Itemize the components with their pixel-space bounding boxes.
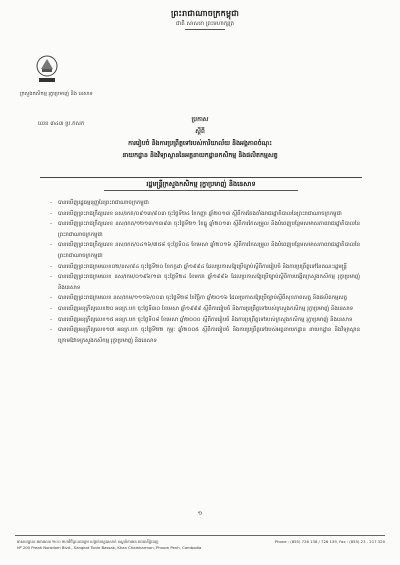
ministry-seal-icon <box>33 54 61 84</box>
title-divider <box>40 177 362 178</box>
reference-item: - បានឃើញព្រះរាជក្រមលេខ០២/នស/៩៤ ចុះថ្ងៃទី២០ ខែកក្កដា ឆ្នាំ១៩៩៤ ដែលប្រកាសឱ្យប្រើច្បាប់ស្តីពីការរៀបចំ និងការប្រព្រឹត្តទៅនៃគណៈរដ្ឋមន្ត្រី <box>50 262 360 273</box>
kingdom-heading: ព្រះរាជាណាចក្រកម្ពុជា <box>170 9 240 18</box>
ministry-name: ក្រសួងកសិកម្ម រុក្ខាប្រមាញ់ និង នេសាទ <box>20 91 93 97</box>
reference-item: - បានឃើញអនុក្រឹត្យលេខ១៥ អនក្រ.បក ចុះថ្ងៃទី០៨ ខែមេសា ឆ្នាំ២០០០ ស្តីពីការរៀបចំ និងការប្រព្រឹត្តទៅរបស់ក្រសួងកសិកម្ម រុក្ខាប្រមាញ់ និងនេសាទ <box>50 315 360 326</box>
document-subject-label: ស្តីពី <box>195 128 205 135</box>
document-title <box>40 138 360 162</box>
document-type: ប្រកាស <box>191 116 209 123</box>
national-motto: ជាតិ សាសនា ព្រះមហាក្សត្រ <box>176 21 234 27</box>
page-number: ១ <box>197 510 203 517</box>
reference-item: - បានឃើញព្រះរាជក្រឹត្យលេខ នស/រកត/១២១៣/១៣៩៣ ចុះថ្ងៃទី២១ ខែធ្នូ ឆ្នាំ២០១៣ ស្តីពីការកែសម្រួល និងបំពេញបន្ថែមសមាសភាពរាជរដ្ឋាភិបាលនៃព្រះរាជាណាចក្រកម្ពុជា <box>50 219 360 240</box>
footer-contact: Phone : (855) 726 138 / 726 139, Fax : (855) 23 - 217 320 <box>274 539 385 544</box>
issuer-divider <box>104 190 298 191</box>
reference-item: - បានឃើញអនុក្រឹត្យលេខ២០ អនក្រ.បក ចុះថ្ងៃទី៣០ ខែមេសា ឆ្នាំ១៩៩៩ ស្តីពីការរៀបចំ និងការប្រព្រឹត្តទៅរបស់ក្រសួងកសិកម្ម រុក្ខាប្រមាញ់ និងនេសាទ <box>50 304 360 315</box>
footer-address-khmer: អាសយដ្ឋាន៖ អគារលេខ ២០០ មហាវិថីព្រះនរោត្តម សង្កាត់ទន្លេបាសាក់ ខណ្ឌចំការមន រាជធានីភ្នំពេញ <box>17 539 159 544</box>
reference-item: - បានឃើញព្រះរាជក្រមលេខ នស/រកម/១១១៦/០០៣ ចុះថ្ងៃទី២៨ ខែវិច្ឆិកា ឆ្នាំ២០១៦ ដែលប្រកាសឱ្យប្រើច្បាប់ស្តីពីសុខភាពសត្វ និងផលិតកម្មសត្វ <box>50 293 360 304</box>
reference-number: លេខ ៣៤៣ ប្រ.កសក <box>38 121 85 127</box>
reference-item: - បានឃើញព្រះរាជក្រឹត្យលេខ នស/រកត/០៤១៦/៧៥៨ ចុះថ្ងៃទី០៤ ខែមេសា ឆ្នាំ២០១៦ ស្តីពីការកែសម្រួល និងបំពេញបន្ថែមសមាសភាពរាជរដ្ឋាភិបាលនៃព្រះរាជាណាចក្រកម្ពុជា <box>50 240 360 261</box>
title-line: នាយកដ្ឋាន និងវិទ្យាស្ថាននៃអគ្គនាយកដ្ឋានកសិកម្ម និងផលិតកម្មសត្វ <box>122 152 278 159</box>
motto-divider <box>185 29 225 31</box>
reference-item: - បានឃើញអនុក្រឹត្យលេខ១៧ អនក្រ.បក ចុះថ្ងៃទី២២ កុម្ភៈ ឆ្នាំ២០០៥ ស្តីពីការរៀបចំ និងការប្រព្រឹត្តទៅរបស់អគ្គនាយកដ្ឋាន នាយកដ្ឋាន និងវិទ្យាស្ថានក្រោមឱវាទក្រសួងកសិកម្ម រុក្ខាប្រមាញ់ និងនេសាទ <box>50 325 360 346</box>
reference-item: - បានឃើញព្រះរាជក្រមលេខ នស/រកម/០១៩៦/១៣ ចុះថ្ងៃទី២៤ ខែមករា ឆ្នាំ១៩៩៦ ដែលប្រកាសឱ្យប្រើច្បាប់ស្តីពីការបង្កើតក្រសួងកសិកម្ម រុក្ខាប្រមាញ់ និងនេសាទ <box>50 272 360 293</box>
footer-divider <box>15 535 385 536</box>
footer-address-english: Nº 200 Preah Norodom Blvd., Sangkat Tonle Bassak, Khan Chamkarmon, Phnom Penh, Cambodia <box>17 545 202 550</box>
reference-item: - បានឃើញរដ្ឋធម្មនុញ្ញនៃព្រះរាជាណាចក្រកម្ពុជា <box>50 198 360 209</box>
legal-references-list <box>50 198 360 346</box>
title-line: ការរៀបចំ និងការប្រព្រឹត្តទៅរបស់ការិយាល័យ និងអង្គភាពចំណុះ <box>128 140 272 147</box>
reference-item: - បានឃើញព្រះរាជក្រឹត្យលេខ នស/រកត/០៩១៣/៩០៣ ចុះថ្ងៃទី២៤ ខែកញ្ញា ឆ្នាំ២០១៣ ស្តីពីការតែងតាំងរាជរដ្ឋាភិបាលនៃព្រះរាជាណាចក្រកម្ពុជា <box>50 209 360 220</box>
footer-address <box>17 539 217 551</box>
issuer-title: រដ្ឋមន្ត្រីក្រសួងកសិកម្ម រុក្ខាប្រមាញ់ និងនេសាទ <box>146 180 256 188</box>
